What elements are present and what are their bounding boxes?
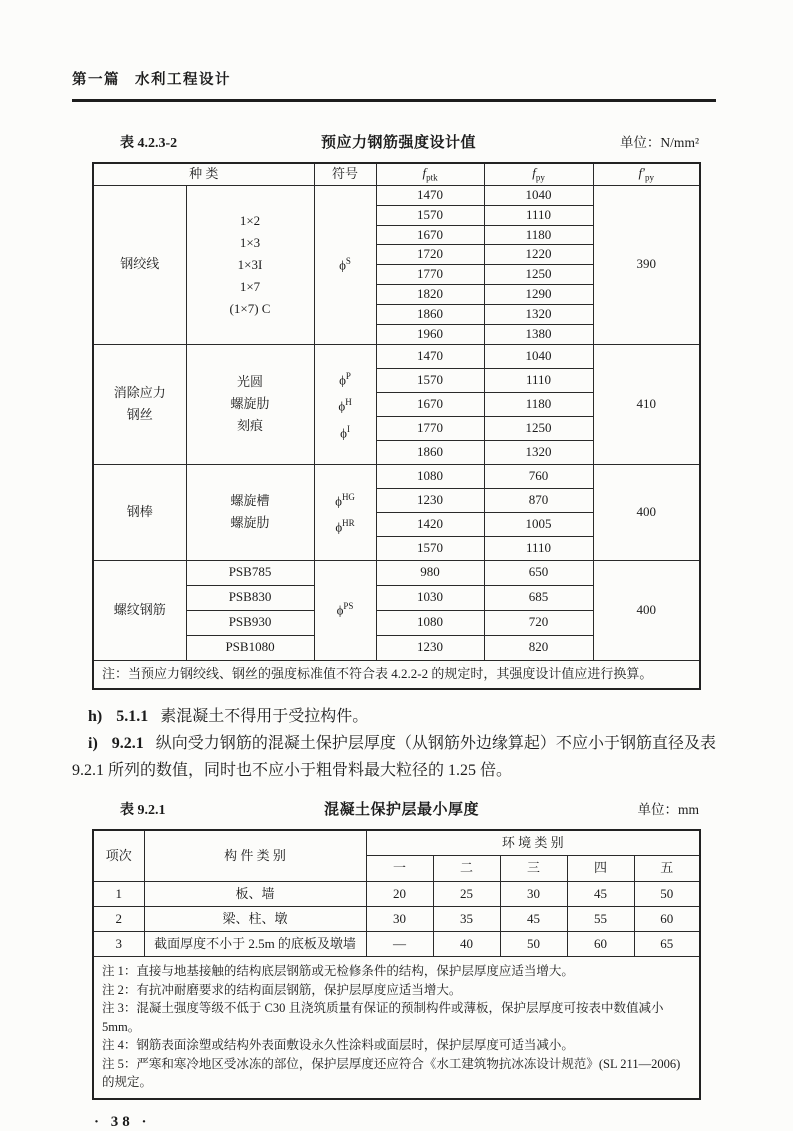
table2-notes-row	[93, 957, 700, 1099]
clause-h-tag: h)	[88, 707, 103, 725]
table1-label: 表 4.2.3-2	[120, 135, 178, 151]
subtype-cell: PSB1080	[186, 635, 314, 660]
cover-thickness-value: 65	[634, 932, 700, 957]
fptk-value: 1770	[376, 416, 484, 440]
fpy-prime-value: 400	[593, 464, 700, 560]
table2-notes	[93, 957, 700, 1099]
subtype-cell: PSB830	[186, 585, 314, 610]
cover-data-row	[93, 907, 700, 932]
cover-thickness-value: 30	[500, 882, 567, 907]
fptk-value: 1720	[376, 245, 484, 265]
col-header-symbol: 符号	[314, 163, 376, 186]
cell-line: 注 2：有抗冲耐磨要求的结构面层钢筋，保护层厚度应适当增大。	[102, 982, 462, 997]
fpy-value: 685	[484, 585, 593, 610]
kind-cell	[93, 344, 186, 464]
col-header-item: 项次	[93, 830, 144, 882]
col-header-environment: 环 境 类 别	[366, 830, 700, 856]
cell-line: 注 4：钢筋表面涂塑或结构外表面敷设永久性涂料或面层时，保护层厚度可适当减小。	[102, 1038, 574, 1053]
fpy-value: 1110	[484, 536, 593, 560]
table2-header-row-1	[93, 830, 700, 856]
table1-caption	[92, 131, 699, 152]
fpy-value: 1040	[484, 344, 593, 368]
table2-label: 表 9.2.1	[120, 802, 166, 818]
running-header-title: 水利工程设计	[135, 72, 231, 88]
cell-line: 螺旋肋	[230, 396, 270, 412]
col-header-fptk: $f_{ptk}$	[376, 163, 484, 186]
col-header-env-class-5: 五	[634, 856, 700, 882]
fpy-value: 1005	[484, 512, 593, 536]
clause-h-text: 素混凝土不得用于受拉构件。	[160, 707, 369, 725]
fpy-value: 1220	[484, 245, 593, 265]
fpy-value: 1180	[484, 392, 593, 416]
cover-thickness-value: 40	[433, 932, 500, 957]
fpy-value: 1180	[484, 225, 593, 245]
cell-line: 1×7	[239, 278, 261, 294]
fptk-value: 1470	[376, 185, 484, 205]
cover-thickness-value: 35	[433, 907, 500, 932]
col-header-env-class-4: 四	[567, 856, 634, 882]
fpy-prime-value: 400	[593, 560, 700, 660]
fptk-value: 1670	[376, 225, 484, 245]
fptk-value: 1570	[376, 536, 484, 560]
fptk-value: 1570	[376, 368, 484, 392]
cover-thickness-value: 60	[567, 932, 634, 957]
cover-thickness-value: 50	[634, 882, 700, 907]
fptk-value: 1470	[376, 344, 484, 368]
prestressed-steel-strength-table	[92, 162, 701, 690]
cell-line: 光圆	[237, 374, 264, 390]
cover-thickness-value: —	[366, 932, 433, 957]
cell-line: 注 1：直接与地基接触的结构底层钢筋或无检修条件的结构，保护层厚度应适当增大。	[102, 964, 574, 979]
fptk-value: 1860	[376, 440, 484, 464]
fpy-value: 650	[484, 560, 593, 585]
clause-i	[72, 730, 716, 784]
clause-i-text: 纵向受力钢筋的混凝土保护层厚度（从钢筋外边缘算起）不应小于钢筋直径及表 9.2.1 所列的数值，同时也不应小于粗骨料最大粒径的 1.25 倍。	[72, 734, 716, 779]
cover-thickness-value: 45	[567, 882, 634, 907]
concrete-cover-table	[92, 829, 701, 1100]
cover-data-row	[93, 932, 700, 957]
fpy-prime-value: 410	[593, 344, 700, 464]
clause-i-tag: i)	[88, 734, 98, 752]
table2-caption	[92, 798, 699, 819]
steel-data-row	[93, 344, 700, 368]
fptk-value: 1230	[376, 488, 484, 512]
kind-cell: 螺纹钢筋	[93, 560, 186, 660]
subtype-cell: PSB785	[186, 560, 314, 585]
fpy-value: 1320	[484, 305, 593, 325]
cover-thickness-value: 55	[567, 907, 634, 932]
fpy-value: 1110	[484, 368, 593, 392]
kind-cell: 钢棒	[93, 464, 186, 560]
component-category: 板、墙	[144, 882, 366, 907]
cell-line: 注 5：严寒和寒冷地区受冰冻的部位，保护层厚度还应符合《水工建筑物抗冰冻设计规范》(SL 211—2006) 的规定。	[102, 1056, 681, 1090]
col-header-kind: 种 类	[93, 163, 314, 186]
fptk-value: 980	[376, 560, 484, 585]
fpy-value: 1290	[484, 285, 593, 305]
table2-title: 混凝土保护层最小厚度	[323, 801, 479, 818]
fptk-value: 1080	[376, 610, 484, 635]
component-category: 梁、柱、墩	[144, 907, 366, 932]
symbol-cell	[314, 464, 376, 560]
table1-unit: 单位：N/mm²	[619, 134, 699, 150]
cell-line: 消除应力	[113, 385, 166, 401]
cell-line: $\phi^H$	[338, 397, 352, 414]
item-number: 1	[93, 882, 144, 907]
cell-line: 1×2	[239, 212, 261, 228]
fptk-value: 1670	[376, 392, 484, 416]
item-number: 3	[93, 932, 144, 957]
fptk-value: 1420	[376, 512, 484, 536]
symbol-cell: $\phi^S$	[314, 185, 376, 344]
cover-data-row	[93, 882, 700, 907]
table1-note: 注：当预应力钢绞线、钢丝的强度标准值不符合表 4.2.2-2 的规定时，其强度设计值应进行换算。	[93, 660, 700, 688]
clause-i-number: 9.2.1	[111, 734, 144, 752]
fpy-value: 1250	[484, 416, 593, 440]
clause-h	[72, 703, 716, 730]
fptk-value: 1570	[376, 205, 484, 225]
col-header-fpy: $f_{py}$	[484, 163, 593, 186]
table1-header-row	[93, 163, 700, 186]
steel-data-row	[93, 464, 700, 488]
col-header-env-class-3: 三	[500, 856, 567, 882]
cell-line: $\phi^P$	[339, 370, 351, 388]
col-header-env-class-2: 二	[433, 856, 500, 882]
symbol-cell: $\phi^{PS}$	[314, 560, 376, 660]
steel-data-row	[93, 185, 700, 205]
fpy-value: 1320	[484, 440, 593, 464]
kind-cell: 钢绞线	[93, 185, 186, 344]
symbol-cell	[314, 344, 376, 464]
fptk-value: 1080	[376, 464, 484, 488]
cell-line: 螺旋肋	[230, 515, 270, 531]
fpy-value: 870	[484, 488, 593, 512]
cell-line: $\phi^{HR}$	[335, 518, 355, 535]
running-header-part: 第一篇	[72, 72, 120, 88]
fpy-value: 1380	[484, 325, 593, 345]
fpy-value: 1250	[484, 265, 593, 285]
cell-line: $\phi^{HG}$	[335, 492, 355, 509]
subtype-cell	[186, 185, 314, 344]
fptk-value: 1230	[376, 635, 484, 660]
cover-thickness-value: 50	[500, 932, 567, 957]
clause-h-number: 5.1.1	[116, 707, 149, 725]
cell-line: 螺旋槽	[230, 493, 270, 509]
prestressed-table-body	[93, 163, 700, 689]
steel-data-row	[93, 560, 700, 585]
fptk-value: 1820	[376, 285, 484, 305]
fpy-value: 1110	[484, 205, 593, 225]
fpy-value: 820	[484, 635, 593, 660]
col-header-env-class-1: 一	[366, 856, 433, 882]
cover-thickness-value: 25	[433, 882, 500, 907]
header-rule	[72, 99, 716, 102]
subtype-cell	[186, 344, 314, 464]
concrete-cover-table-body	[93, 830, 700, 1099]
fpy-value: 760	[484, 464, 593, 488]
cell-line: 1×3I	[237, 256, 263, 272]
cover-thickness-value: 60	[634, 907, 700, 932]
cover-thickness-value: 45	[500, 907, 567, 932]
col-header-component: 构 件 类 别	[144, 830, 366, 882]
col-header-fpy-prime: $f'_{py}$	[593, 163, 700, 186]
fpy-prime-value: 390	[593, 185, 700, 344]
item-number: 2	[93, 907, 144, 932]
table2-unit: 单位：mm	[637, 801, 699, 817]
subtype-cell	[186, 464, 314, 560]
fpy-value: 1040	[484, 185, 593, 205]
fpy-value: 720	[484, 610, 593, 635]
fptk-value: 1770	[376, 265, 484, 285]
page-number: · 38 ·	[94, 1113, 151, 1130]
cover-thickness-value: 20	[366, 882, 433, 907]
cell-line: 钢丝	[126, 407, 153, 423]
component-category: 截面厚度不小于 2.5m 的底板及墩墙	[144, 932, 366, 957]
running-header	[72, 70, 716, 99]
subtype-cell: PSB930	[186, 610, 314, 635]
cell-line: 1×3	[239, 234, 261, 250]
fptk-value: 1860	[376, 305, 484, 325]
fptk-value: 1030	[376, 585, 484, 610]
table1-note-row	[93, 660, 700, 688]
cell-line: $\phi^I$	[340, 423, 350, 440]
cell-line: (1×7) C	[229, 300, 271, 316]
table1-title: 预应力钢筋强度设计值	[321, 134, 477, 151]
cover-thickness-value: 30	[366, 907, 433, 932]
fptk-value: 1960	[376, 325, 484, 345]
cell-line: 注 3：混凝土强度等级不低于 C30 且浇筑质量有保证的预制构件或薄板，保护层厚度可按表中数值减小 5mm。	[102, 1001, 664, 1034]
cell-line: 刻痕	[237, 418, 264, 434]
